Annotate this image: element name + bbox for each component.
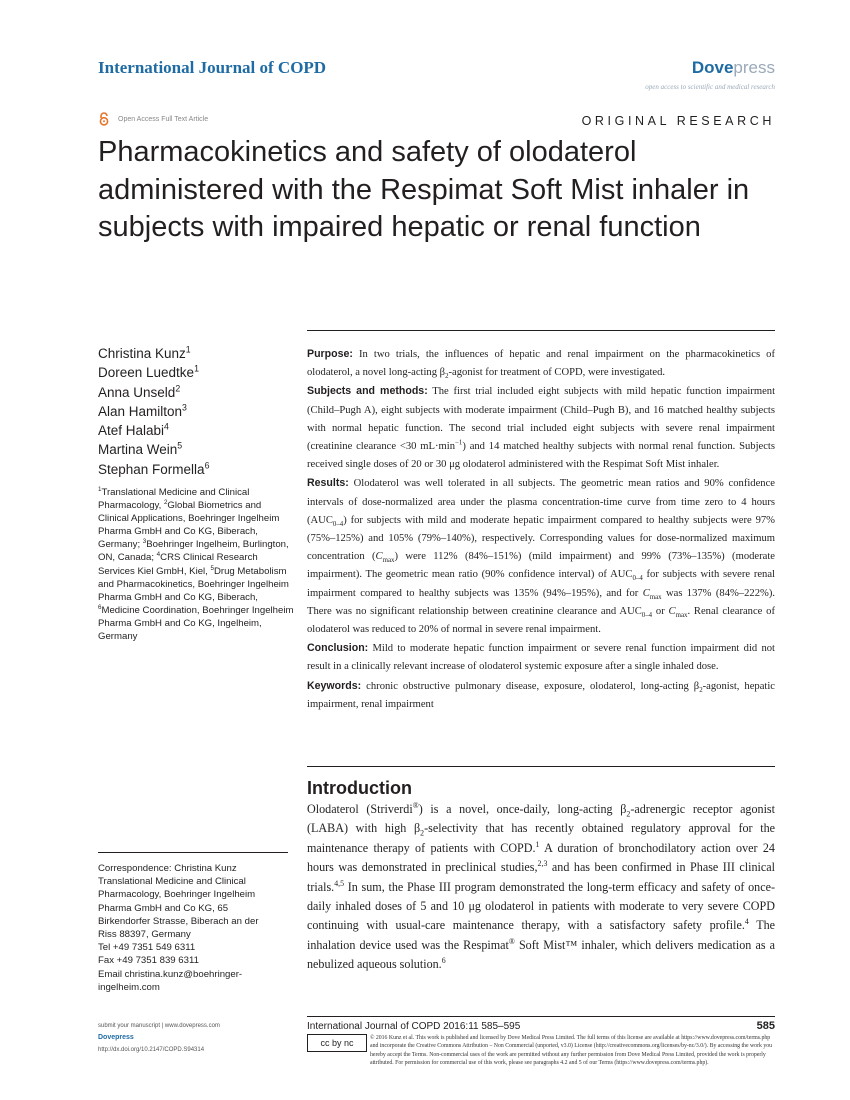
footer-divider [307, 1016, 775, 1017]
journal-citation: International Journal of COPD 2016:11 585–595 [307, 1021, 521, 1032]
publisher-tagline: open access to scientific and medical research [645, 83, 775, 91]
correspondence-divider [98, 852, 288, 853]
open-access-badge [98, 112, 208, 126]
introduction-text: Olodaterol (Striverdi®) is a novel, once-daily, long-acting $\beta_2$-adrenergic receptor agonist (LABA) with high $\beta_2$-selectivity that has recently obtained regulatory approval for the maintenance therapy of patients with COPD.$^1$ A duration of bronchodilatory action over 24 hours was demonstrated in preclinical studies,$^{2,3}$ and has been confirmed in Phase III clinical trials.$^{4,5}$ In sum, the Phase III program demonstrated the long-term efficacy and safety of once-daily inhaled doses of 5 and 10 μg olodaterol in patients with moderate to very severe COPD continuing with usual-care maintenance therapy, with a satisfactory safety profile.$^4$ The inhalation device used was the Respimat® Soft Mist™ inhaler, which delivers medication as a nebulized aqueous solution.$^6$ [307, 800, 776, 972]
author: Martina Wein$^5$ [98, 440, 183, 458]
abstract-bottom-divider [307, 766, 775, 767]
abstract-results: Results: Olodaterol was well tolerated in all subjects. The geometric mean ratios and 90% confidence intervals of dose-normalized area under the plasma concentration-time curve from time zero to 4 hours $(AUC_{0-4})$ for subjects with mild and moderate hepatic impairment compared to healthy subjects were 97% (75%–125%) and 105% (79%–140%), respectively. Corresponding values for dose-normalized maximum concentration $(C_{max})$ were 112% (84%–151%) (mild impairment) and 99% (73%–135%) (moderate impairment). The geometric mean ratio (90% confidence interval) of $AUC_{0-4}$ for subjects with severe renal impairment compared to healthy subjects was 135% (94%–195%), and for $C_{max}$ was 137% (84%–222%). There was no significant relationship between creatinine clearance and $AUC_{0-4}$ or $C_{max}$. Renal clearance of olodaterol was reduced to 20% of normal in severe renal impairment. [307, 477, 776, 636]
creative-commons-icon: cc by nc [307, 1034, 367, 1052]
article-type: ORIGINAL RESEARCH [581, 114, 775, 128]
author: Anna Unseld$^2$ [98, 383, 181, 400]
abstract-keywords: Keywords: chronic obstructive pulmonary disease, exposure, olodaterol, long-acting $\beta_2$-agonist, hepatic impairment, renal impairment [307, 679, 775, 710]
page-number: 585 [756, 1020, 775, 1032]
license-text: © 2016 Kunz et al. This work is published and licensed by Dove Medical Press Limited. The full terms of this license are available at https://www.dovepress.com/terms.php and incorporate the Creative Commons Attribution – Non Commercial (unported, v3.0) License (http://creativecommons.org/licenses/by-nc/3.0/). By accessing the work you hereby accept the Terms. Non-commercial uses of the work are permitted without any further permission from Dove Medical Press Limited, provided the work is properly attributed. For permission for commercial use of this work, please see paragraphs 4.2 and 5 of our Terms (https://www.dovepress.com/terms.php). [370, 1035, 773, 1067]
submit-manuscript-link[interactable]: submit your manuscript | www.dovepress.com [98, 1023, 220, 1029]
abstract-methods: Subjects and methods: The first trial included eight subjects with mild hepatic function impairment (Child–Pugh A), eight subjects with moderate impairment (Child–Pugh B), and 16 matched healthy subjects with normal hepatic function. The second trial included eight subjects with severe renal impairment (creatinine clearance <30 $mL\cdot\min^{-1}$) and 14 matched healthy subjects with normal renal function. Subjects received single doses of 20 or 30 μg olodaterol administered with the Respimat Soft Mist inhaler. [307, 385, 776, 471]
publisher-logo: Dovepress [691, 58, 775, 77]
affiliations: $^1$Translational Medicine and Clinical Pharmacology, $^2$Global Biometrics and Clinical Applications, Boehringer Ingelheim Pharma GmbH and Co KG, Biberach, Germany; $^3$Boehringer Ingelheim, Burlington, ON, Canada; $^4$CRS Clinical Research Services Kiel GmbH, Kiel, $^5$Drug Metabolism and Pharmacokinetics, Boehringer Ingelheim Pharma GmbH and Co KG, Biberach, $^6$Medicine Coordination, Boehringer Ingelheim Pharma GmbH and Co KG, Ingelheim, Germany [98, 485, 294, 643]
author: Alan Hamilton$^3$ [98, 402, 187, 419]
abstract-conclusion: Conclusion: Mild to moderate hepatic function impairment or severe renal function impairment did not result in a clinically relevant increase of olodaterol systemic exposure after a single inhaled dose. [307, 642, 775, 673]
section-heading-introduction: Introduction [307, 778, 412, 798]
article-title: Pharmacokinetics and safety of olodaterol administered with the Respimat Soft Mist inhaler in subjects with impaired hepatic or renal function [98, 136, 750, 243]
abstract-purpose: Purpose: In two trials, the influences of hepatic and renal impairment on the pharmacokinetics of olodaterol, a novel long-acting $\beta_2$-agonist for treatment of COPD, were investigated. [307, 348, 775, 381]
doi-link[interactable]: http://dx.doi.org/10.2147/COPD.S94314 [98, 1047, 205, 1053]
abstract-top-divider [307, 330, 775, 331]
open-access-lock-icon [98, 112, 110, 126]
author: Stephan Formella$^6$ [98, 460, 210, 477]
correspondence-block: Correspondence: Christina Kunz Translational Medicine and Clinical Pharmacology, Boehringer Ingelheim Pharma GmbH and Co KG, 65 Birkendorfer Strasse, Biberach an der Riss 88397, Germany Tel +49 7351 549 6311 Fax +49 7351 839 6311 Email christina.kunz@boehringer- ingelheim.com [98, 862, 294, 994]
correspondence-email[interactable]: Email christina.kunz@boehringer- [98, 968, 243, 980]
abstract [307, 345, 775, 714]
author-list [98, 344, 298, 479]
author: Christina Kunz$^1$ [98, 344, 191, 361]
open-access-label: Open Access Full Text Article [118, 115, 209, 123]
journal-name: International Journal of COPD [98, 58, 327, 77]
footer-left [98, 1020, 298, 1056]
author: Atef Halabi$^4$ [98, 421, 169, 439]
dovepress-footer-logo: Dovepress [98, 1034, 134, 1041]
author: Doreen Luedtke$^1$ [98, 363, 199, 381]
